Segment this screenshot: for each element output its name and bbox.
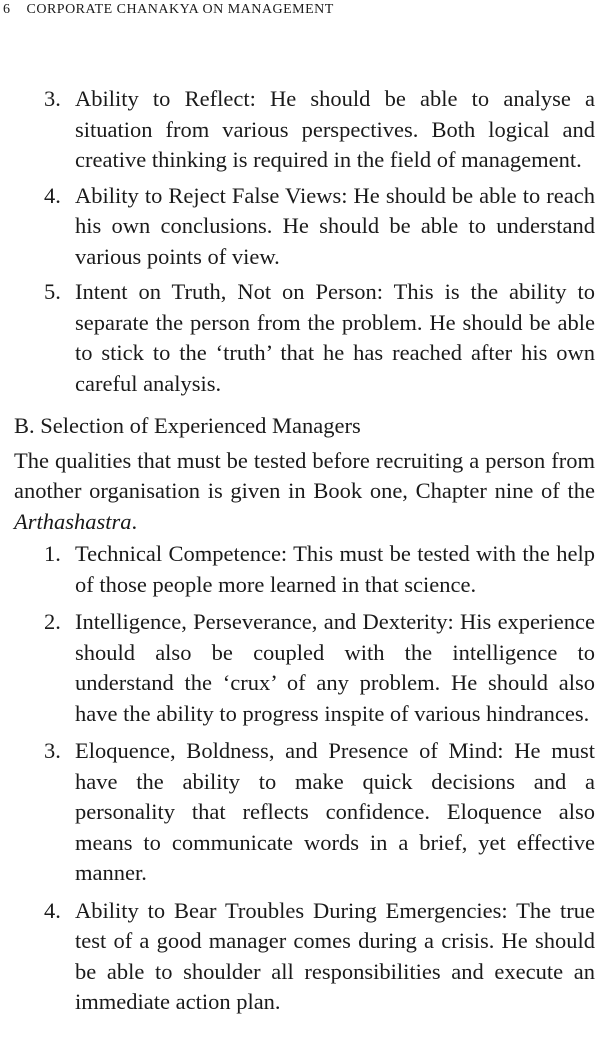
item-text: Ability to Reject False Views: He should be able to reach his own conclusions. He should be able to understand various points of view.: [75, 182, 595, 269]
item-number: 5.: [44, 279, 61, 304]
page-body: [0, 84, 600, 1025]
list-item: [0, 896, 600, 1018]
item-number: 1.: [44, 541, 61, 566]
section-heading: B. Selection of Experienced Managers: [14, 413, 361, 438]
list-item: [0, 736, 600, 889]
item-text: Ability to Reflect: He should be able to analyse a situation from various perspectives. Both logical and creative thinking is required in the field of management.: [75, 86, 595, 172]
book-title: Arthashastra: [14, 508, 132, 534]
item-text: Ability to Bear Troubles During Emergencies: The true test of a good manager comes during a crisis. He should be able to shoulder all responsibilities and execute an immediate action plan.: [75, 897, 595, 1014]
intro-end: .: [131, 508, 138, 534]
page-number: 6: [3, 2, 11, 17]
running-title: CORPORATE CHANAKYA ON MANAGEMENT: [26, 2, 334, 17]
item-number: 4.: [44, 897, 61, 923]
list-item: [0, 84, 600, 176]
item-number: 4.: [44, 182, 61, 208]
item-text: Intelligence, Perseverance, and Dexterity: His experience should also be coupled with the intelligence to understand the ‘crux’ of any problem. He should also have the ability to progress inspite of various hindrances.: [75, 609, 595, 726]
list-item: [0, 539, 600, 600]
running-header: [3, 2, 334, 18]
numbered-list-2: [0, 539, 600, 1018]
numbered-list-1: [0, 84, 600, 399]
section-intro: [14, 446, 595, 538]
item-number: 2.: [44, 609, 61, 634]
item-text: Intent on Truth, Not on Person: This is the ability to separate the person from the problem. He should be able to stick to the ‘truth’ that he has reached after his own careful analysis.: [75, 279, 595, 396]
item-text: Technical Competence: This must be tested with the help of those people more learned in that science.: [75, 541, 595, 597]
list-item: [0, 607, 600, 729]
item-number: 3.: [44, 86, 61, 111]
item-text: Eloquence, Boldness, and Presence of Mind: He must have the ability to make quick decisions and a personality that reflects confidence. Eloquence also means to communicate words in a brief, yet effective manner.: [75, 738, 595, 885]
intro-text: The qualities that must be tested before recruiting a person from another organisation is given in Book one, Chapter nine of the: [14, 447, 595, 503]
item-number: 3.: [44, 738, 61, 763]
list-item: [0, 277, 600, 399]
list-item: [0, 181, 600, 273]
